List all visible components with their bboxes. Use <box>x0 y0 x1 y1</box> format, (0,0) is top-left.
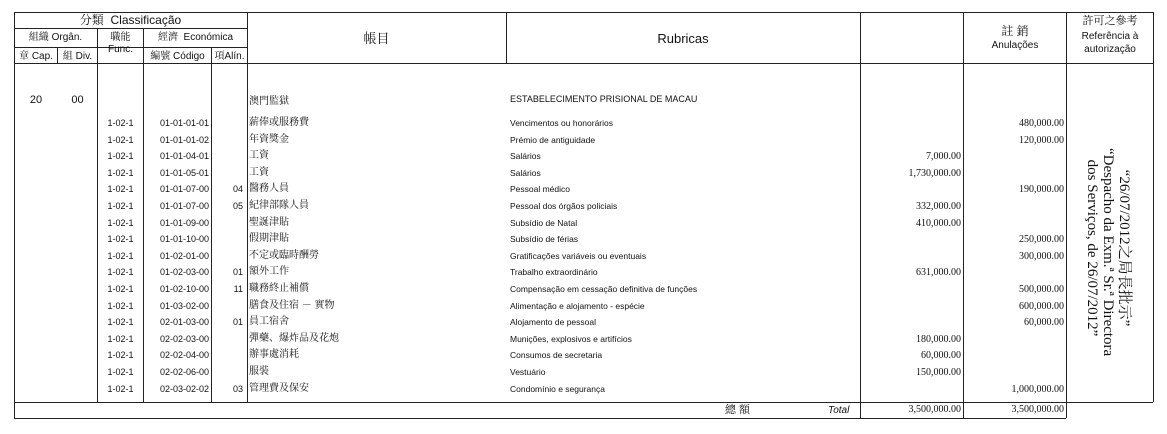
row-func: 1-02-1 <box>107 201 134 211</box>
header-rubric-pt: Rubricas <box>657 31 709 46</box>
row-func: 1-02-1 <box>107 300 134 311</box>
reference-line-1: “26/07/2012之局長批示” <box>1116 169 1132 327</box>
row-rubric-pt: Vencimentos ou honorários <box>510 118 614 128</box>
row-rubric-pt: Trabalho extraordinário <box>510 267 598 278</box>
table-row <box>0 232 1167 249</box>
table-row <box>0 265 1167 282</box>
row-code: 01-01-10-00 <box>159 234 209 245</box>
row-reforco: 1,730,000.00 <box>908 167 961 179</box>
header-div: 組 Div. <box>62 51 93 62</box>
row-code: 02-02-03-00 <box>159 333 209 344</box>
row-rubric-pt: Alimentação e alojamento - espécie <box>510 300 645 311</box>
entity-div: 00 <box>71 94 84 106</box>
total-reforco: 3,500,000.00 <box>908 404 961 415</box>
row-rubric-pt: Alojamento de pessoal <box>510 317 597 328</box>
row-rubric-pt: Compensação em cessação definitiva de funções <box>510 284 698 294</box>
row-rubric-pt: Salários <box>510 151 541 162</box>
table-row <box>0 216 1167 233</box>
row-alin: 04 <box>232 184 243 195</box>
row-reforco: 7,000.00 <box>926 151 961 163</box>
row-code: 01-01-05-01 <box>159 167 209 178</box>
row-reforco: 410,000.00 <box>916 217 961 229</box>
table-row <box>0 116 1167 133</box>
row-rubric-zh: 服裝 <box>249 366 269 377</box>
row-rubric-zh: 管理費及保安 <box>249 382 309 394</box>
authorization-reference <box>1084 148 1132 357</box>
header-ref-pt1: Referência à <box>1081 31 1139 42</box>
rule-header-1 <box>14 28 247 29</box>
row-func: 1-02-1 <box>107 134 134 145</box>
row-rubric-pt: Gratificações variáveis ou eventuais <box>510 250 647 261</box>
row-code: 02-01-03-00 <box>159 317 209 328</box>
header-classification: 分類 Classificação <box>79 13 182 27</box>
reference-line-3: dos Serviços, de 26/07/2012” <box>1084 159 1100 337</box>
row-func: 1-02-1 <box>107 151 134 162</box>
header-func-pt: Func. <box>107 44 133 55</box>
row-code: 01-02-10-00 <box>159 284 209 294</box>
row-rubric-zh: 紀律部隊人員 <box>249 200 309 211</box>
row-rubric-zh: 工資 <box>249 166 269 178</box>
row-func: 1-02-1 <box>107 184 134 195</box>
total-label-pt: Total <box>828 405 850 416</box>
row-code: 01-01-09-00 <box>159 217 209 228</box>
row-anulacao: 250,000.00 <box>1019 234 1064 246</box>
header-ref-pt2: autorização <box>1084 44 1136 55</box>
row-rubric-pt: Condomínio e segurança <box>510 383 605 394</box>
row-anulacao: 500,000.00 <box>1019 284 1064 295</box>
rule-top <box>14 12 1153 13</box>
header-alin: 項Alín. <box>214 51 245 62</box>
row-code: 02-02-04-00 <box>159 350 209 361</box>
rule-body-bottom <box>14 402 1153 403</box>
row-rubric-pt: Vestuário <box>510 367 546 377</box>
table-row <box>0 365 1167 382</box>
row-func: 1-02-1 <box>107 383 134 394</box>
row-reforco: 60,000.00 <box>921 350 961 362</box>
entity-name-pt: ESTABELECIMENTO PRISIONAL DE MACAU <box>510 94 698 104</box>
table-row <box>0 299 1167 316</box>
row-rubric-zh: 薪俸或服務費 <box>249 117 309 128</box>
row-rubric-zh: 聖誕津貼 <box>249 216 289 228</box>
row-rubric-zh: 年資獎金 <box>249 133 289 145</box>
table-row <box>0 332 1167 349</box>
table-row <box>0 149 1167 166</box>
row-reforco: 150,000.00 <box>916 367 961 378</box>
header-cap: 章 Cap. <box>19 51 53 62</box>
header-rubric-zh: 帳目 <box>363 31 390 46</box>
row-anulacao: 120,000.00 <box>1019 134 1064 146</box>
entity-cap: 20 <box>29 94 43 106</box>
row-func: 1-02-1 <box>107 250 134 261</box>
row-rubric-pt: Subsídio de férias <box>510 234 579 245</box>
entity-name-zh: 澳門監獄 <box>249 96 289 107</box>
row-rubric-zh: 職務終止補償 <box>249 283 309 294</box>
row-func: 1-02-1 <box>107 284 134 294</box>
row-rubric-zh: 額外工作 <box>249 266 289 278</box>
row-func: 1-02-1 <box>107 350 134 361</box>
row-code: 01-01-04-01 <box>159 151 209 162</box>
row-code: 01-01-07-00 <box>159 201 209 211</box>
row-func: 1-02-1 <box>107 267 134 278</box>
row-code: 02-03-02-02 <box>159 383 209 394</box>
row-anulacao: 190,000.00 <box>1019 184 1064 196</box>
table-row <box>0 249 1167 266</box>
row-rubric-zh: 不定或臨時酬勞 <box>249 249 319 261</box>
table-row <box>0 382 1167 399</box>
row-rubric-zh: 膳食及住宿 － 實物 <box>249 299 335 311</box>
row-func: 1-02-1 <box>107 234 134 245</box>
header-code: 編號 Código <box>150 51 205 62</box>
row-rubric-pt: Pessoal dos órgãos policiais <box>510 201 618 211</box>
row-alin: 01 <box>232 267 243 278</box>
rule-header-bottom <box>14 63 1153 64</box>
row-code: 02-02-06-00 <box>159 367 209 377</box>
row-rubric-pt: Salários <box>510 167 541 178</box>
row-rubric-pt: Pessoal médico <box>510 184 571 195</box>
header-economic: 經濟 Económica <box>157 32 234 43</box>
table-row <box>0 133 1167 150</box>
row-reforco: 332,000.00 <box>916 201 961 212</box>
table-row <box>0 315 1167 332</box>
row-rubric-zh: 辦事處消耗 <box>249 349 299 361</box>
row-alin: 01 <box>232 317 243 328</box>
row-func: 1-02-1 <box>107 118 134 128</box>
row-code: 01-01-07-00 <box>159 184 209 195</box>
row-anulacao: 300,000.00 <box>1019 250 1064 262</box>
total-anulacao: 3,500,000.00 <box>1011 404 1064 415</box>
header-anulacao-pt: Anulações <box>991 40 1039 51</box>
row-rubric-zh: 員工宿舍 <box>249 316 289 328</box>
row-func: 1-02-1 <box>107 317 134 328</box>
table-row <box>0 199 1167 216</box>
row-anulacao: 600,000.00 <box>1019 300 1064 312</box>
row-anulacao: 60,000.00 <box>1024 317 1064 329</box>
row-rubric-zh: 醫務人員 <box>249 183 289 195</box>
row-code: 01-02-01-00 <box>159 250 209 261</box>
row-alin: 05 <box>232 201 243 211</box>
row-rubric-zh: 彈藥、爆炸品及花炮 <box>249 332 339 344</box>
row-anulacao: 480,000.00 <box>1019 118 1064 129</box>
row-code: 01-01-01-02 <box>159 134 209 145</box>
table-row <box>0 282 1167 299</box>
row-func: 1-02-1 <box>107 167 134 178</box>
row-rubric-zh: 假期津貼 <box>249 233 289 245</box>
reference-line-2: “Despacho da Exm.ª Sr.ª Directora <box>1100 148 1116 357</box>
row-code: 01-03-02-00 <box>159 300 209 311</box>
header-func-zh: 職能 <box>110 32 131 43</box>
row-rubric-pt: Subsídio de Natal <box>510 217 578 228</box>
row-anulacao: 1,000,000.00 <box>1011 383 1064 395</box>
header-ref-zh: 許可之參考 <box>1082 15 1138 27</box>
row-alin: 11 <box>233 284 243 294</box>
row-rubric-zh: 工資 <box>249 150 269 162</box>
row-code: 01-02-03-00 <box>159 267 209 278</box>
row-alin: 03 <box>232 383 243 394</box>
row-rubric-pt: Consumos de secretaria <box>510 350 603 361</box>
row-rubric-pt: Munições, explosivos e artifícios <box>510 333 632 344</box>
header-organ: 組織 Orgân. <box>28 32 83 43</box>
total-label-zh: 總 額 <box>725 404 751 416</box>
header-anulacao-zh: 註 銷 <box>1001 24 1029 38</box>
rule-total-bottom <box>14 418 1066 419</box>
row-func: 1-02-1 <box>107 217 134 228</box>
row-reforco: 631,000.00 <box>916 267 961 279</box>
table-row <box>0 348 1167 365</box>
row-func: 1-02-1 <box>107 333 134 344</box>
row-reforco: 180,000.00 <box>916 333 961 345</box>
row-rubric-pt: Prémio de antiguidade <box>510 134 596 145</box>
table-row <box>0 166 1167 183</box>
table-row <box>0 182 1167 199</box>
row-func: 1-02-1 <box>107 367 134 377</box>
row-code: 01-01-01-01 <box>159 118 209 128</box>
